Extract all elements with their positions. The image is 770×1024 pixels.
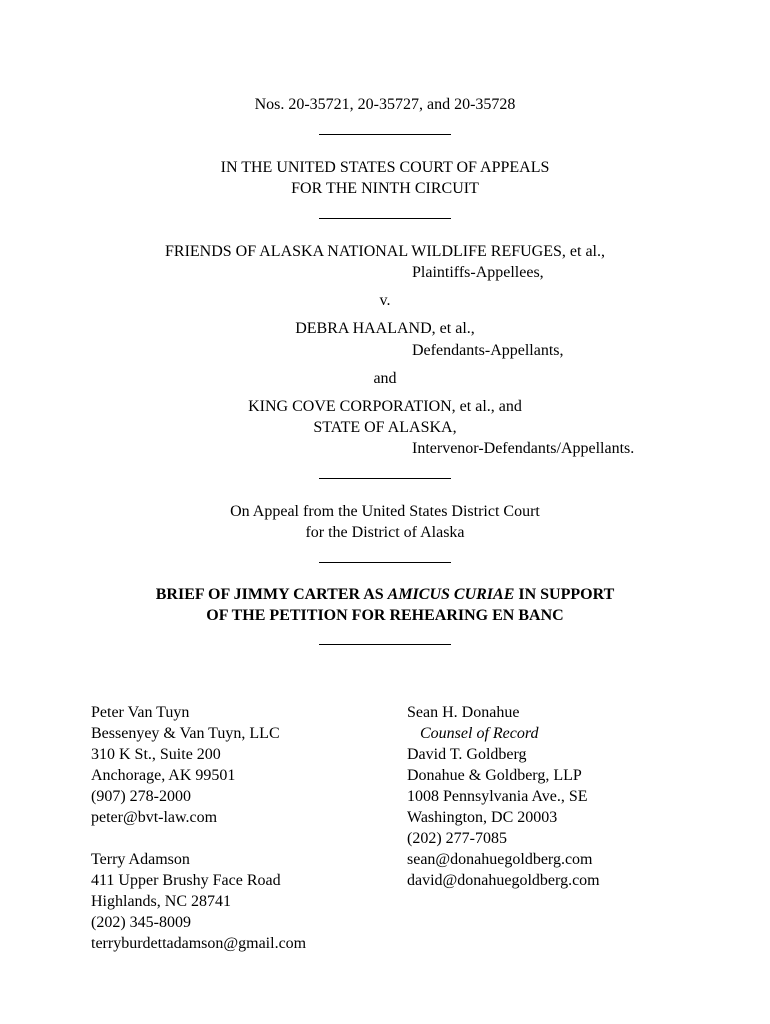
court-name-line2: FOR THE NINTH CIRCUIT <box>291 180 479 197</box>
and-label: and <box>373 370 397 387</box>
counsel-line: (202) 345-8009 <box>91 914 191 931</box>
counsel-line: David T. Goldberg <box>407 746 527 763</box>
counsel-line: peter@bvt-law.com <box>91 809 218 826</box>
counsel-line: Peter Van Tuyn <box>91 704 190 721</box>
counsel-left-block1 <box>91 702 280 828</box>
counsel-of-record-role: Counsel of Record <box>420 725 539 742</box>
amicus-curiae-text: AMICUS CURIAE <box>387 586 515 603</box>
counsel-line: sean@donahuegoldberg.com <box>407 851 593 868</box>
intervenor-role: Intervenor-Defendants/Appellants. <box>412 440 635 457</box>
case-numbers: Nos. 20-35721, 20-35727, and 20-35728 <box>254 96 516 113</box>
defendant-name: DEBRA HAALAND, et al., <box>295 320 475 337</box>
counsel-left-block2 <box>91 849 306 954</box>
counsel-line: 310 K St., Suite 200 <box>91 746 221 763</box>
counsel-line: (202) 277-7085 <box>407 830 507 847</box>
intervenor-line2: STATE OF ALASKA, <box>313 419 457 436</box>
counsel-line: Donahue & Goldberg, LLP <box>407 767 582 784</box>
counsel-line: Washington, DC 20003 <box>407 809 558 826</box>
counsel-line: Bessenyey & Van Tuyn, LLC <box>91 725 280 742</box>
divider-rule <box>319 134 451 135</box>
intervenor-line1: KING COVE CORPORATION, et al., and <box>248 398 522 415</box>
divider-rule <box>319 644 451 645</box>
divider-rule <box>319 478 451 479</box>
divider-rule <box>319 218 451 219</box>
counsel-right-block <box>407 702 600 891</box>
counsel-line: david@donahuegoldberg.com <box>407 872 600 889</box>
counsel-line: 1008 Pennsylvania Ave., SE <box>407 788 588 805</box>
counsel-line: (907) 278-2000 <box>91 788 191 805</box>
plaintiff-role: Plaintiffs-Appellees, <box>412 264 544 281</box>
counsel-line: Highlands, NC 28741 <box>91 893 231 910</box>
counsel-line: Terry Adamson <box>91 851 190 868</box>
counsel-of-record-name: Sean H. Donahue <box>407 704 520 721</box>
plaintiff-name: FRIENDS OF ALASKA NATIONAL WILDLIFE REFUGES, et al., <box>165 243 605 260</box>
brief-title-line1 <box>0 584 770 605</box>
brief-title-text: IN SUPPORT <box>514 586 615 603</box>
court-name-line1: IN THE UNITED STATES COURT OF APPEALS <box>220 159 550 176</box>
counsel-line: Anchorage, AK 99501 <box>91 767 236 784</box>
divider-rule <box>319 562 451 563</box>
counsel-line: 411 Upper Brushy Face Road <box>91 872 281 889</box>
brief-title-text: BRIEF OF JIMMY CARTER AS <box>155 586 388 603</box>
versus-label: v. <box>379 292 391 309</box>
appeal-line1: On Appeal from the United States District Court <box>230 503 540 520</box>
defendant-role: Defendants-Appellants, <box>412 342 564 359</box>
appeal-line2: for the District of Alaska <box>305 524 465 541</box>
brief-title-line2: OF THE PETITION FOR REHEARING EN BANC <box>206 607 564 624</box>
counsel-line: terryburdettadamson@gmail.com <box>91 935 307 952</box>
